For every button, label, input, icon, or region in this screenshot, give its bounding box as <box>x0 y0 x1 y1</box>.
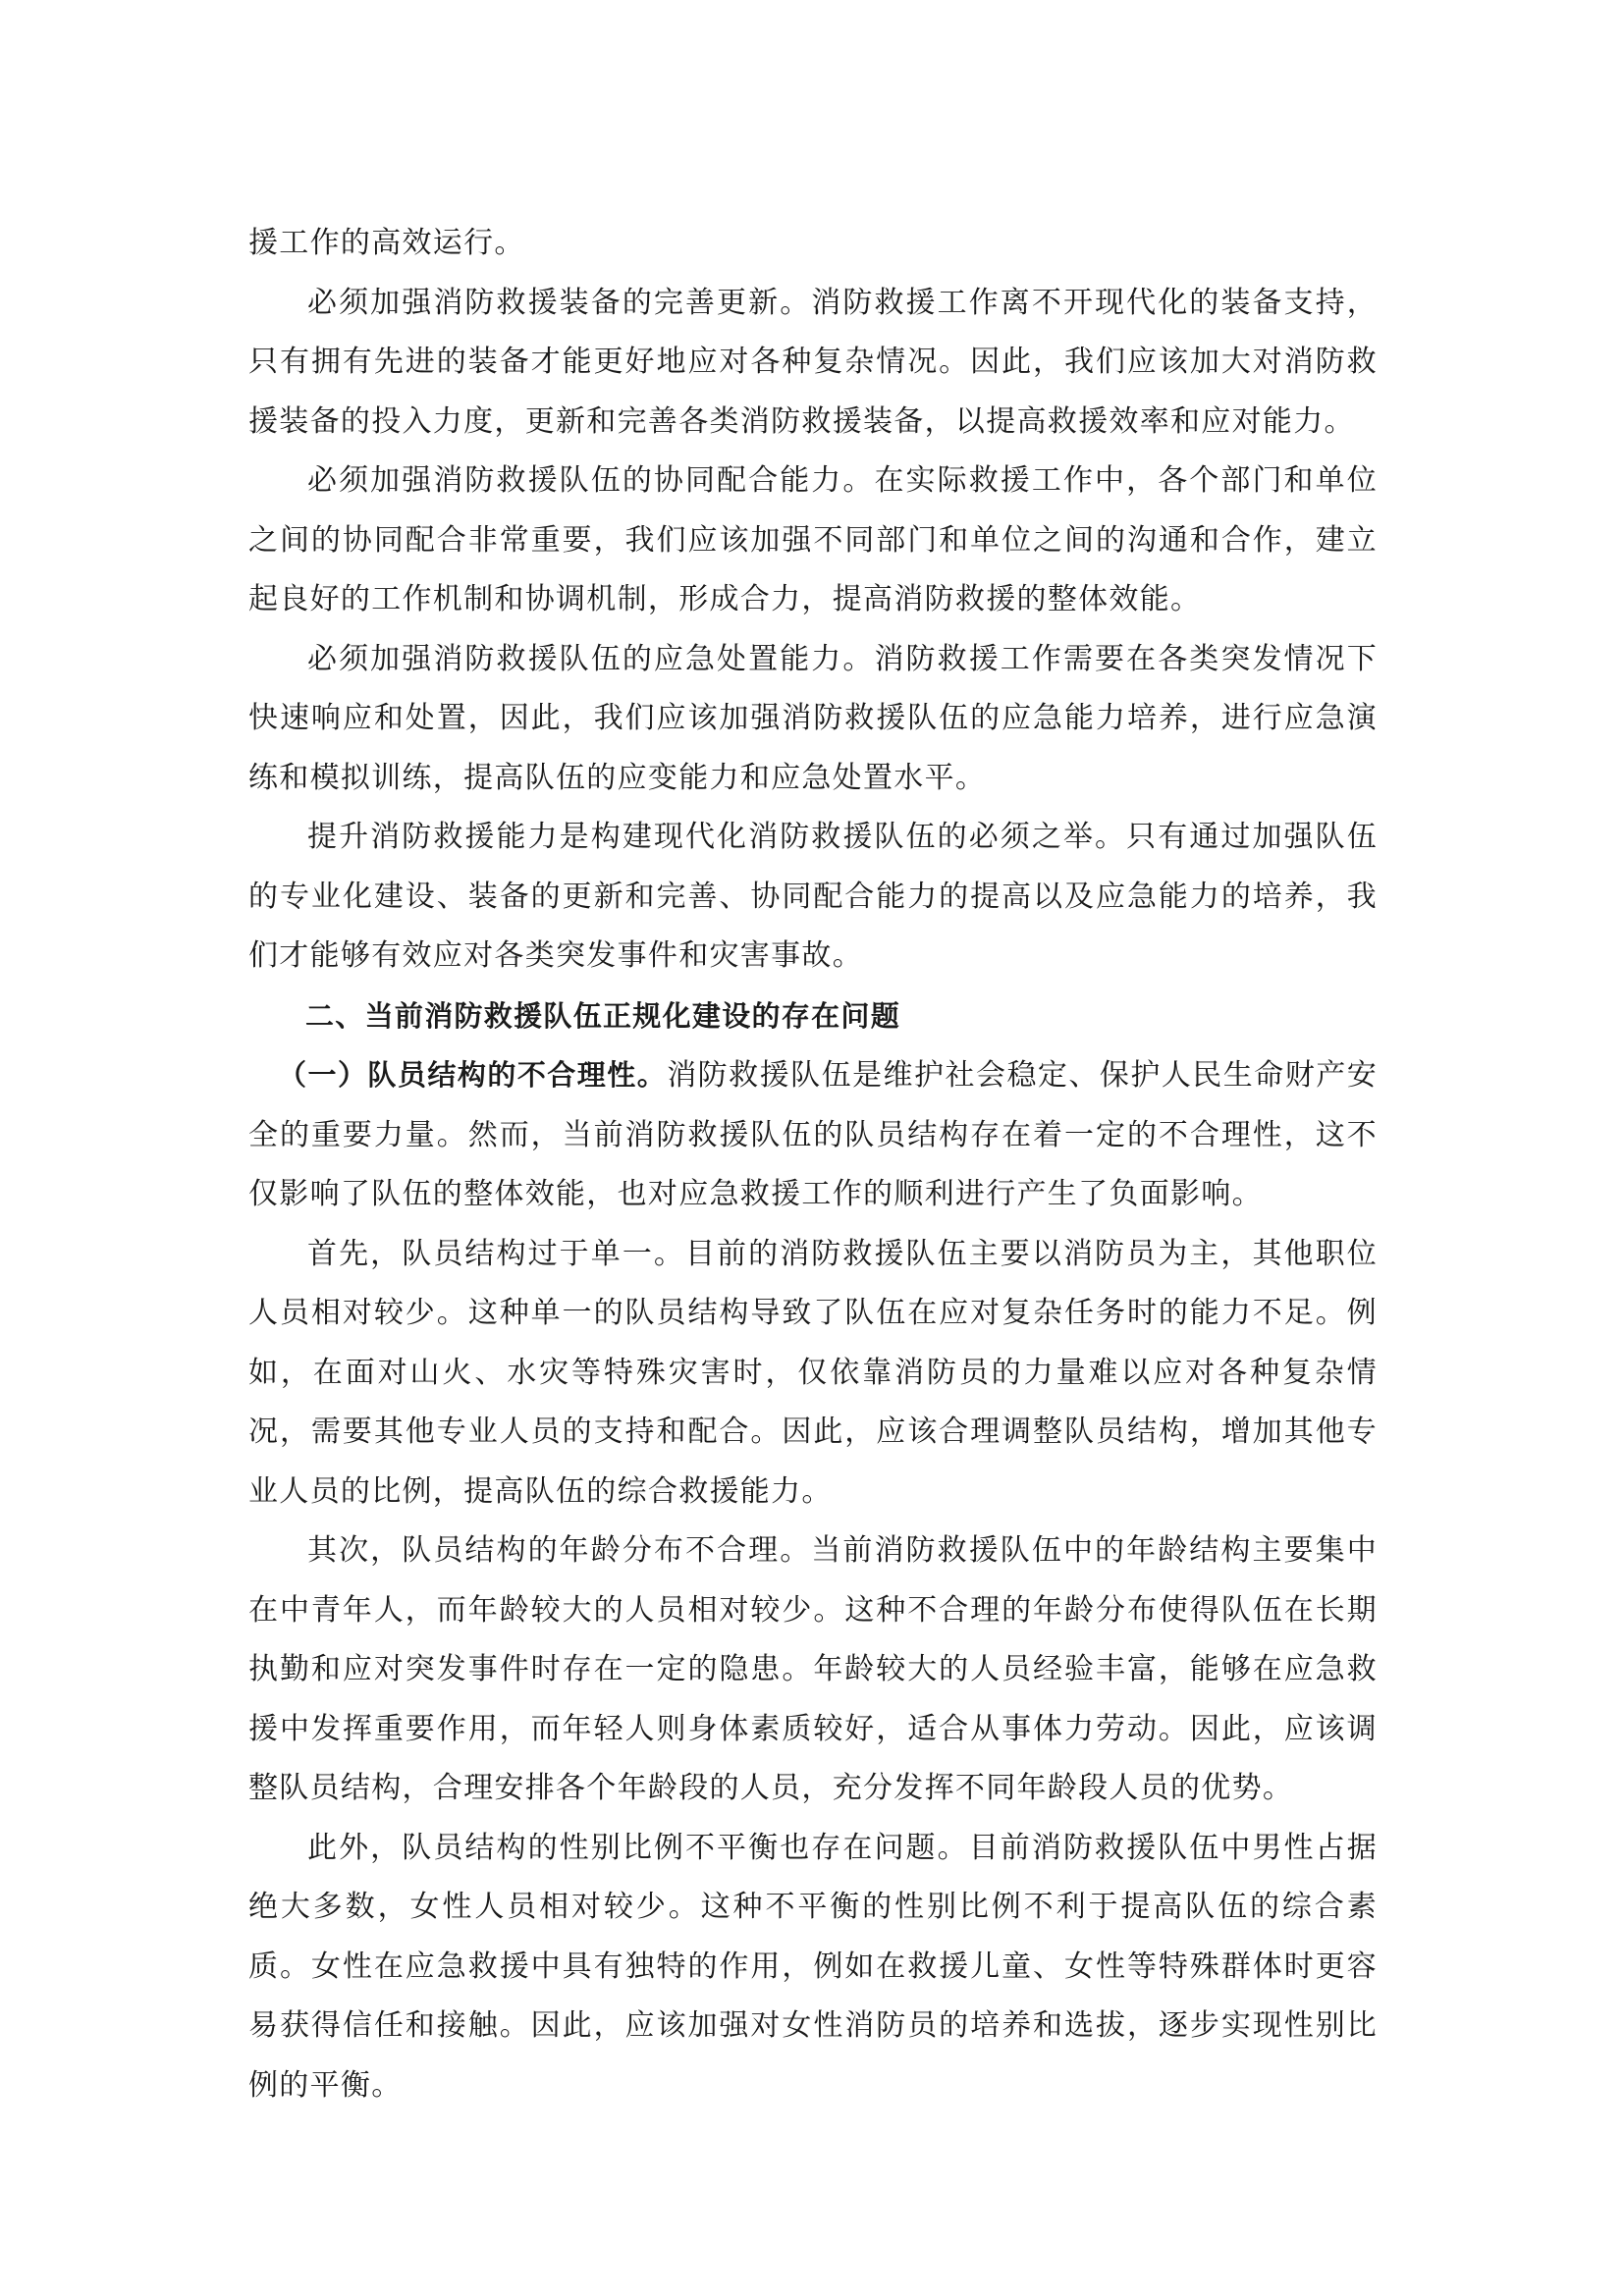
paragraph-age-distribution: 其次，队员结构的年龄分布不合理。当前消防救援队伍中的年龄结构主要集中在中青年人，而年龄较大的人员相对较少。这种不合理的年龄分布使得队伍在长期执勤和应对突发事件时存在一定的隐患。年龄较大的人员经验丰富，能够在应急救援中发挥重要作用，而年轻人则身体素质较好，适合从事体力劳动。因此，应该调整队员结构，合理安排各个年龄段的人员，充分发挥不同年龄段人员的优势。 <box>248 1533 1378 1805</box>
paragraph-continuation: 援工作的高效运行。 <box>248 226 525 260</box>
section-heading: 二、当前消防救援队伍正规化建设的存在问题 <box>305 998 901 1033</box>
document-body <box>248 214 1378 2115</box>
subsection-lead: （一）队员结构的不合理性。 <box>278 1058 668 1092</box>
paragraph-equipment-update: 必须加强消防救援装备的完善更新。消防救援工作离不开现代化的装备支持，只有拥有先进的装备才能更好地应对各种复杂情况。因此，我们应该加大对消防救援装备的投入力度，更新和完善各类消防救援装备，以提高救援效率和应对能力。 <box>248 285 1378 439</box>
paragraph-emergency-response: 必须加强消防救援队伍的应急处置能力。消防救援工作需要在各类突发情况下快速响应和处置，因此，我们应该加强消防救援队伍的应急能力培养，进行应急演练和模拟训练，提高队伍的应变能力和应急处置水平。 <box>248 641 1378 795</box>
paragraph-single-structure: 首先，队员结构过于单一。目前的消防救援队伍主要以消防员为主，其他职位人员相对较少。这种单一的队员结构导致了队伍在应对复杂任务时的能力不足。例如，在面对山火、水灾等特殊灾害时，仅依靠消防员的力量难以应对各种复杂情况，需要其他专业人员的支持和配合。因此，应该合理调整队员结构，增加其他专业人员的比例，提高队伍的综合救援能力。 <box>248 1236 1378 1509</box>
paragraph-structure-issue <box>248 1045 1378 1225</box>
paragraph-gender-ratio: 此外，队员结构的性别比例不平衡也存在问题。目前消防救援队伍中男性占据绝大多数，女性人员相对较少。这种不平衡的性别比例不利于提高队伍的综合素质。女性在应急救援中具有独特的作用，例如在救援儿童、女性等特殊群体时更容易获得信任和接触。因此，应该加强对女性消防员的培养和选拔，逐步实现性别比例的平衡。 <box>248 1830 1378 2103</box>
paragraph-coordination: 必须加强消防救援队伍的协同配合能力。在实际救援工作中，各个部门和单位之间的协同配合非常重要，我们应该加强不同部门和单位之间的沟通和合作，建立起良好的工作机制和协调机制，形成合力，提高消防救援的整体效能。 <box>248 463 1378 616</box>
subsection-body: 消防救援队伍是维护社会稳定、保护人民生命财产安全的重要力量。然而，当前消防救援队伍的队员结构存在着一定的不合理性，这不仅影响了队伍的整体效能，也对应急救援工作的顺利进行产生了负面影响。 <box>248 1058 1378 1211</box>
paragraph-capability-summary: 提升消防救援能力是构建现代化消防救援队伍的必须之举。只有通过加强队伍的专业化建设、装备的更新和完善、协同配合能力的提高以及应急能力的培养，我们才能够有效应对各类突发事件和灾害事故。 <box>248 820 1378 973</box>
